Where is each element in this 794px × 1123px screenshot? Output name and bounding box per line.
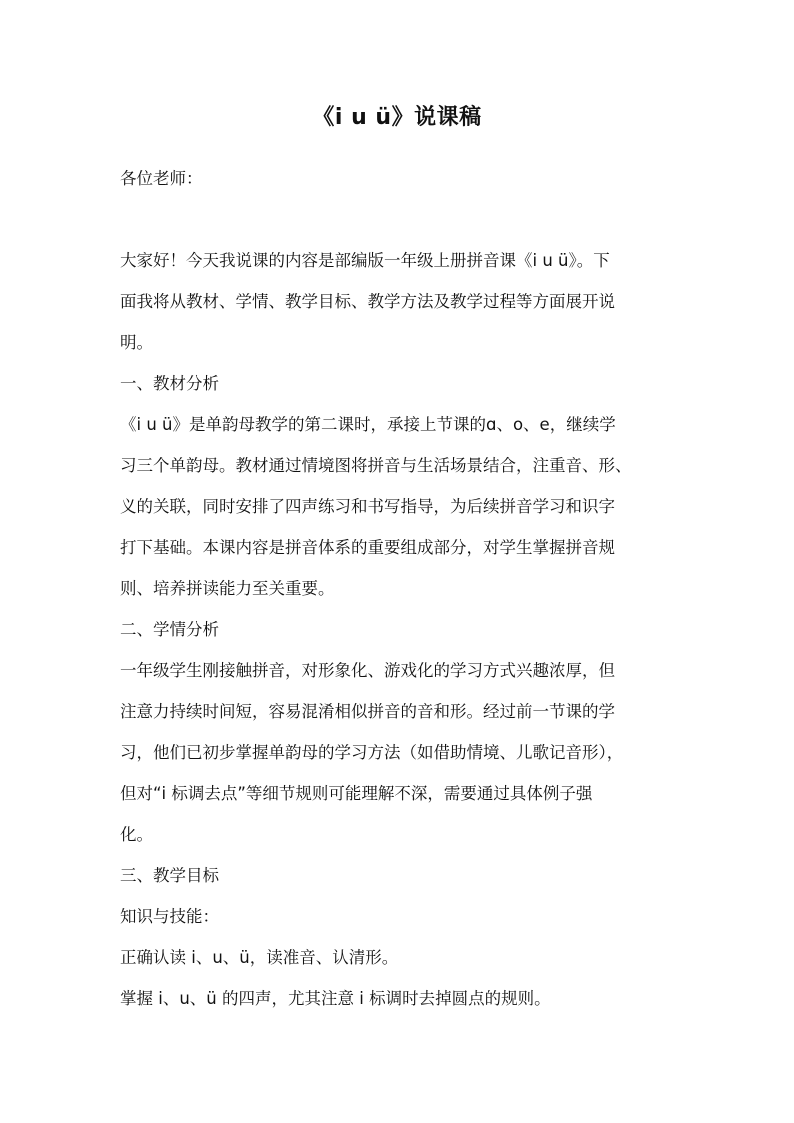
- paragraph-line: 化。: [120, 825, 153, 844]
- paragraph-line: 掌握 i、u、ü 的四声，尤其注意 i 标调时去掉圆点的规则。: [120, 989, 551, 1008]
- document-body: [120, 158, 680, 1019]
- paragraph-line: 义的关联，同时安排了四声练习和书写指导，为后续拼音学习和识字: [120, 497, 615, 516]
- paragraph-line: 明。: [120, 333, 153, 352]
- document-title: 《i u ü》说课稿: [312, 105, 482, 130]
- paragraph-line: 一年级学生刚接触拼音，对形象化、游戏化的学习方式兴趣浓厚，但: [120, 661, 615, 680]
- section-heading: 一、教材分析: [120, 374, 219, 393]
- paragraph-line: 面我将从教材、学情、教学目标、教学方法及教学过程等方面展开说: [120, 292, 615, 311]
- blank-line: [120, 199, 680, 240]
- paragraph-line: 打下基础。本课内容是拼音体系的重要组成部分，对学生掌握拼音规: [120, 538, 615, 557]
- paragraph-line: 习，他们已初步掌握单韵母的学习方法（如借助情境、儿歌记音形），: [120, 743, 624, 762]
- paragraph-line: 正确认读 i、u、ü，读准音、认清形。: [120, 948, 399, 967]
- paragraph-line: 则、培养拼读能力至关重要。: [120, 579, 335, 598]
- paragraph-line: 习三个单韵母。教材通过情境图将拼音与生活场景结合，注重音、形、: [120, 456, 632, 475]
- paragraph-line: 《i u ü》是单韵母教学的第二课时，承接上节课的ɑ、o、e，继续学: [120, 415, 616, 434]
- paragraph-line: 但对“i 标调去点”等细节规则可能理解不深，需要通过具体例子强: [120, 784, 593, 803]
- subheading: 知识与技能：: [120, 907, 219, 926]
- section-heading: 三、教学目标: [120, 866, 219, 885]
- paragraph-line: 大家好！今天我说课的内容是部编版一年级上册拼音课《i u ü》。下: [120, 251, 610, 270]
- paragraph-line: 注意力持续时间短，容易混淆相似拼音的音和形。经过前一节课的学: [120, 702, 615, 721]
- section-heading: 二、学情分析: [120, 620, 219, 639]
- greeting-line: 各位老师：: [120, 169, 203, 188]
